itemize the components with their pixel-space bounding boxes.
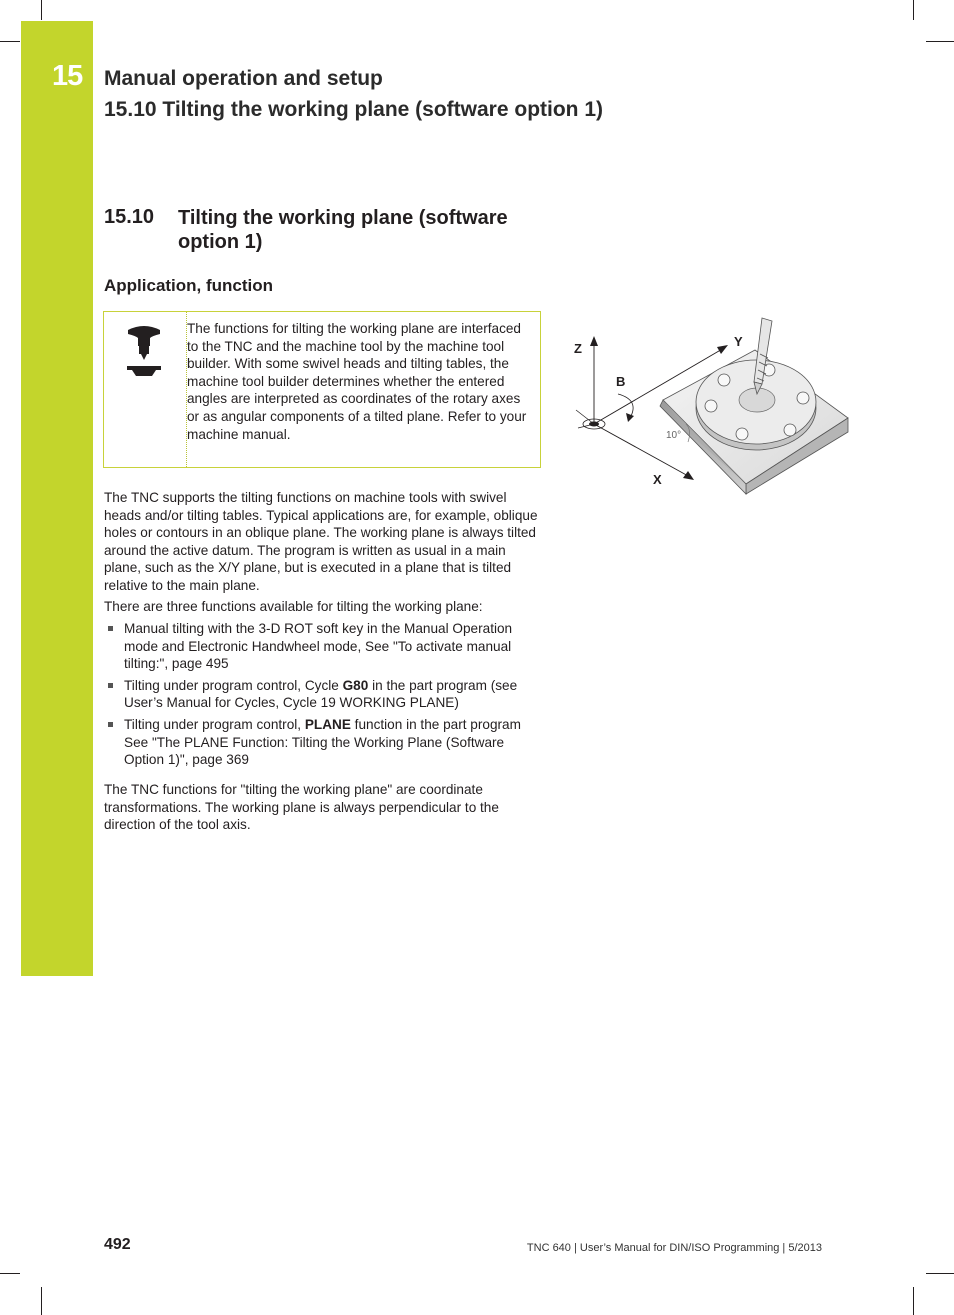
bullet-square-icon xyxy=(108,683,113,688)
bullet-square-icon xyxy=(108,626,113,631)
page-number: 492 xyxy=(104,1236,131,1253)
clamp-hole xyxy=(797,392,809,404)
paragraph-1: The TNC supports the tilting functions on machine tools with swivel heads and/or tilting tables. Typical applications are, for example, oblique holes or contours in an oblique plane. The working plane is always tilted around the active datum. The program is written as usual in a main plane, such as the X/Y plane, but is executed in a plane that is tilted relative to the main plane. xyxy=(104,490,538,593)
z-label: Z xyxy=(574,341,582,356)
tilted-plane-figure xyxy=(570,314,855,499)
list-item: Tilting under program control, PLANE function in the part program See "The PLANE Function: Tilting the Working Plane (Software Option 1)", page 369 xyxy=(104,716,544,769)
crop-mark xyxy=(926,1273,954,1274)
datum-center xyxy=(589,422,599,427)
footer-text: TNC 640 | User’s Manual for DIN/ISO Programming | 5/2013 xyxy=(526,1242,822,1254)
note-text: The functions for tilting the working plane are interfaced to the TNC and the machine tool by the machine tool builder. With some swivel heads and tilting tables, the machine tool builder determines whether the entered angles are interpreted as coordinates of the rotary axes or as angular components of a tilted plane. Refer to your machine manual. xyxy=(187,321,527,442)
angle-label: 10° xyxy=(666,430,682,441)
clamp-hole xyxy=(718,374,730,386)
machine-note-box xyxy=(103,311,541,468)
running-header-section: 15.10 Tilting the working plane (software option 1) xyxy=(104,98,604,121)
function-list xyxy=(104,620,544,773)
list-item: Tilting under program control, Cycle G80 in the part program (see User’s Manual for Cycles, Cycle 19 WORKING PLANE) xyxy=(104,677,544,712)
x-label: X xyxy=(653,472,662,487)
chapter-sidebar xyxy=(21,21,93,976)
code-g80: G80 xyxy=(342,677,369,693)
crop-mark xyxy=(0,1273,20,1274)
y-arrow xyxy=(717,345,728,354)
section-title: Tilting the working plane (software option 1) xyxy=(178,207,508,253)
code-plane: PLANE xyxy=(304,716,351,732)
paragraph-3: The TNC functions for "tilting the working plane" are coordinate transformations. The working plane is always perpendicular to the direction of the tool axis. xyxy=(104,782,499,833)
z-arrow xyxy=(590,336,598,346)
running-header-chapter: Manual operation and setup xyxy=(104,67,383,90)
crop-mark xyxy=(926,41,954,42)
clamp-hole xyxy=(736,428,748,440)
crop-mark xyxy=(913,0,914,20)
b-label: B xyxy=(616,374,626,389)
crop-mark xyxy=(41,1287,42,1315)
subheading: Application, function xyxy=(104,276,274,295)
crop-mark xyxy=(0,41,20,42)
y-label: Y xyxy=(734,334,743,349)
chapter-number: 15 xyxy=(52,60,83,92)
crop-mark xyxy=(913,1287,914,1315)
section-number: 15.10 xyxy=(104,206,155,228)
clamp-hole xyxy=(705,400,717,412)
machine-tool-note-icon xyxy=(122,322,166,378)
list-item: Manual tilting with the 3-D ROT soft key in the Manual Operation mode and Electronic Handwheel mode, See "To activate manual tilting:", page 495 xyxy=(104,620,544,673)
x-arrow xyxy=(683,471,694,480)
b-arrow-head xyxy=(626,413,634,422)
clamp-hole xyxy=(784,424,796,436)
bullet-square-icon xyxy=(108,722,113,727)
crop-mark xyxy=(41,0,42,20)
paragraph-2: There are three functions available for tilting the working plane: xyxy=(104,599,483,614)
